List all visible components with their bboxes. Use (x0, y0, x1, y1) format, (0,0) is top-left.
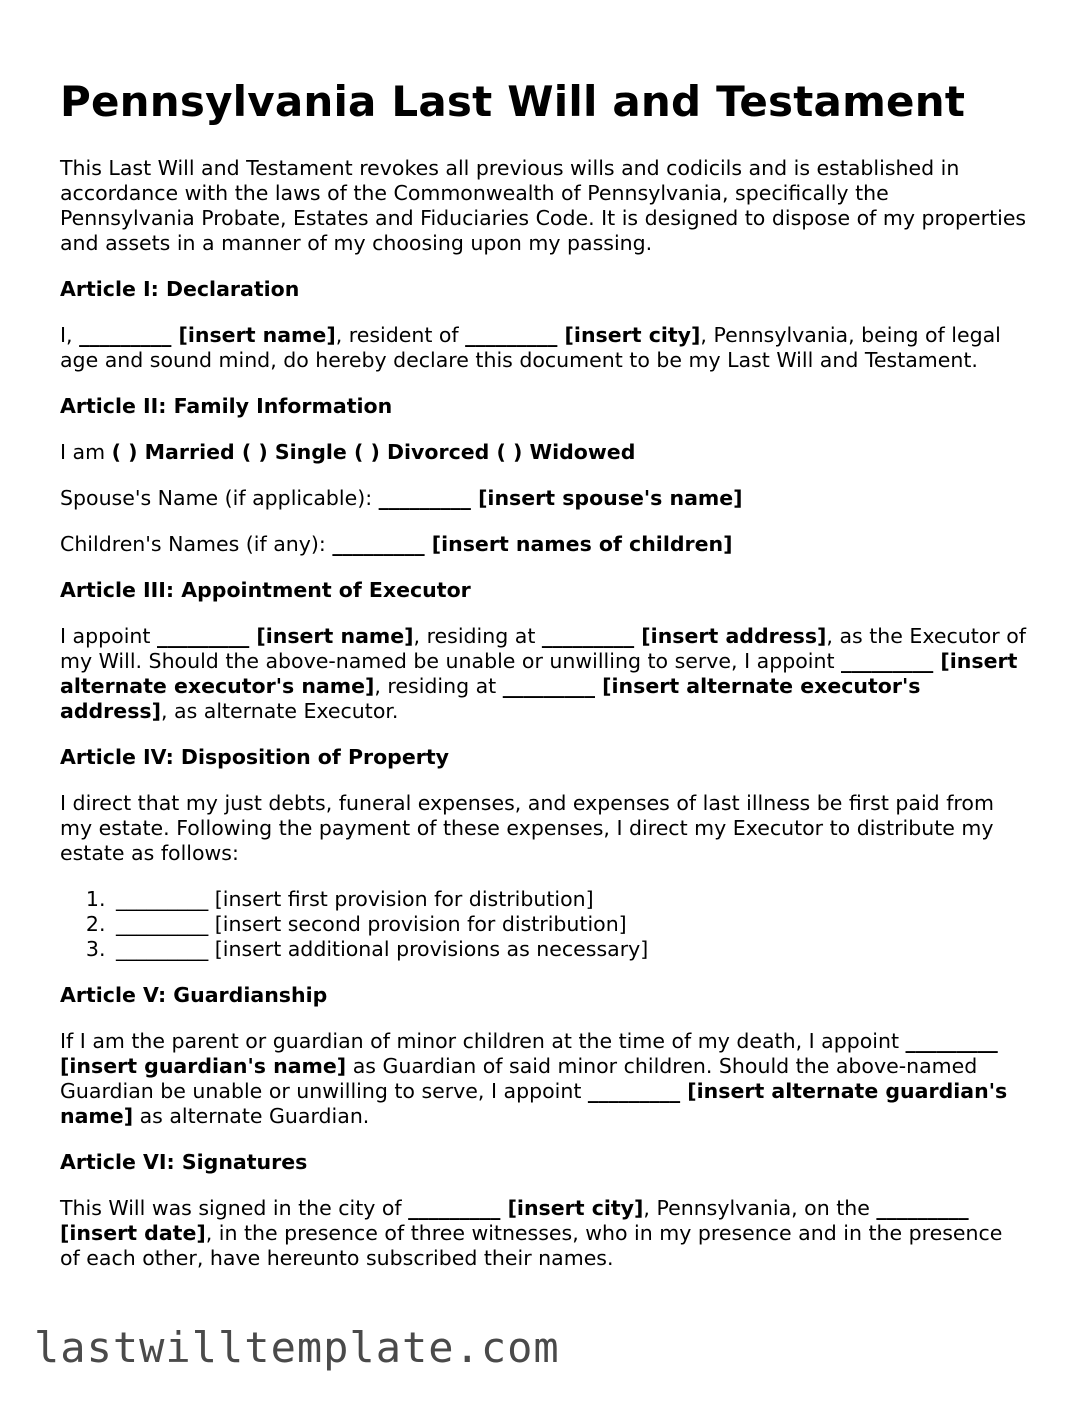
distribution-list (60, 887, 1028, 962)
article-3-paragraph: I appoint _________ [insert name], residing at _________ [insert address], as the Executor of my Will. Should the above-named be unable or unwilling to serve, I appoint _________ [insert alternate executor's name], residing at _________ [insert alternate executor's address], as alternate Executor. (60, 624, 1026, 723)
intro-paragraph: This Last Will and Testament revokes all previous wills and codicils and is established in accordance with the laws of the Commonwealth of Pennsylvania, specifically the Pennsylvania Probate, Estates and Fiduciaries Code. It is designed to dispose of my properties and assets in a manner of my choosing upon my passing. (60, 156, 1027, 255)
article-6-paragraph: This Will was signed in the city of _________ [insert city], Pennsylvania, on the _________ [insert date], in the presence of three witnesses, who in my presence and in the presence of each other, have hereunto subscribed their names. (60, 1196, 1003, 1270)
article-1-paragraph: I, _________ [insert name], resident of _________ [insert city], Pennsylvania, being of legal age and sound mind, do hereby declare this document to be my Last Will and Testament. (60, 323, 1001, 372)
site-watermark: lastwilltemplate.com (34, 1323, 560, 1372)
article-5-paragraph: If I am the parent or guardian of minor children at the time of my death, I appoint _________ [insert guardian's name] as Guardian of said minor children. Should the above-named Guardian be unable or unwilling to serve, I appoint _________ [insert alternate guardian's name] as alternate Guardian. (60, 1029, 1008, 1128)
list-item: 1. _________ [insert first provision for distribution] (112, 887, 1028, 912)
document-page (60, 76, 1028, 1292)
article-4-paragraph: I direct that my just debts, funeral expenses, and expenses of last illness be first paid from my estate. Following the payment of these expenses, I direct my Executor to distribute my estate as follows: (60, 791, 994, 865)
marital-status-options: ( ) Married ( ) Single ( ) Divorced ( ) Widowed (111, 440, 636, 464)
article-5-heading: Article V: Guardianship (60, 983, 328, 1007)
article-1-heading: Article I: Declaration (60, 277, 300, 301)
marital-status-line: I am ( ) Married ( ) Single ( ) Divorced ( ) Widowed (60, 440, 636, 464)
children-names-line: Children's Names (if any): _________ [insert names of children] (60, 532, 733, 556)
list-item: 3. _________ [insert additional provisions as necessary] (112, 937, 1028, 962)
document-title: Pennsylvania Last Will and Testament (60, 77, 966, 126)
article-6-heading: Article VI: Signatures (60, 1150, 308, 1174)
article-4-heading: Article IV: Disposition of Property (60, 745, 450, 769)
spouse-name-line: Spouse's Name (if applicable): _________ [insert spouse's name] (60, 486, 743, 510)
article-3-heading: Article III: Appointment of Executor (60, 578, 471, 602)
list-item: 2. _________ [insert second provision for distribution] (112, 912, 1028, 937)
article-2-heading: Article II: Family Information (60, 394, 393, 418)
